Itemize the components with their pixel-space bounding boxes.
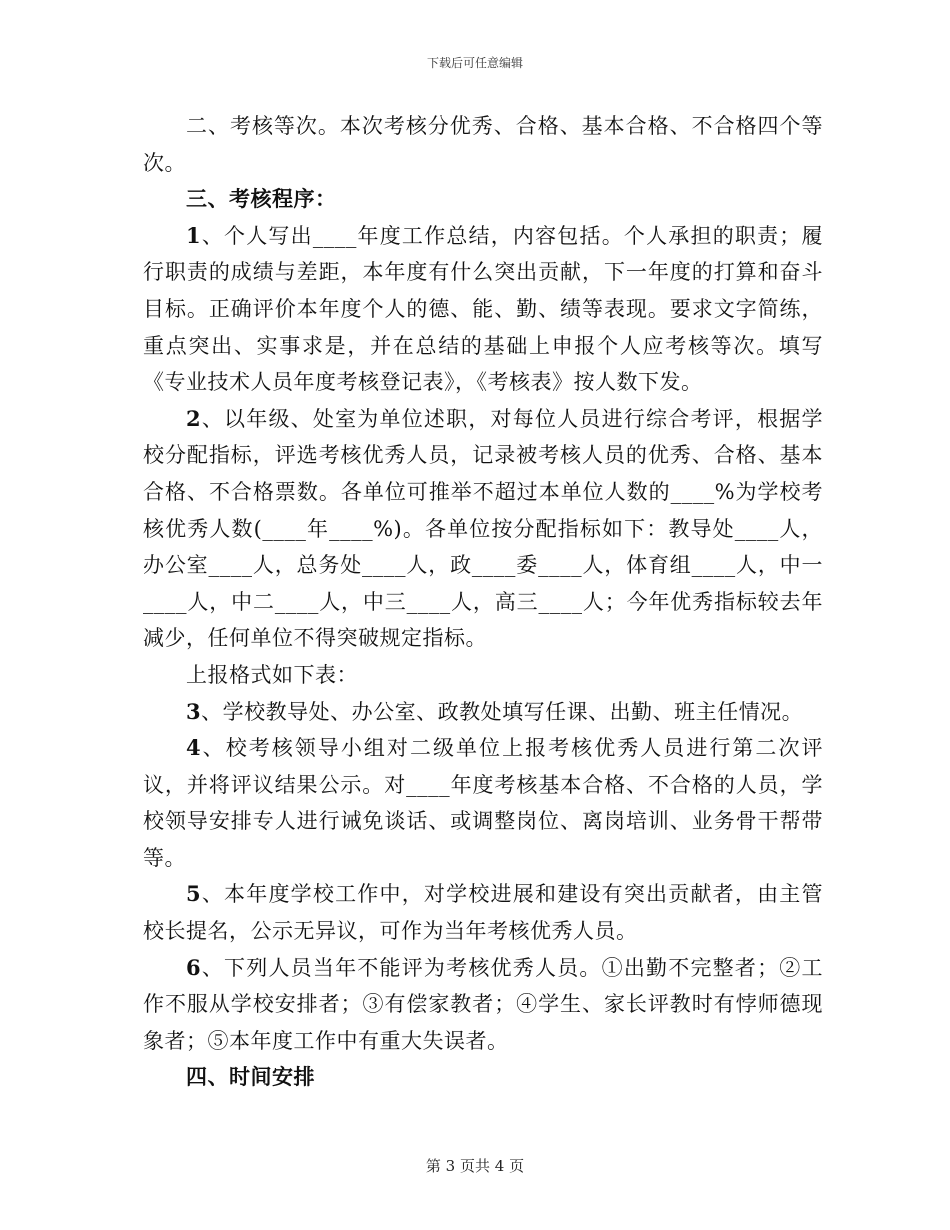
paragraph-grading-levels [143,108,823,181]
paragraph-text: 上报格式如下表： [186,662,358,687]
paragraph-text: 、下列人员当年不能评为考核优秀人员。①出勤不完整者；②工作不服从学校安排者；③有偿家教者；④学生、家长评教时有悖师德现象者；⑤本年度工作中有重大失误者。 [143,955,823,1053]
paragraph-text: 、校考核领导小组对二级单位上报考核优秀人员进行第二次评议，并将评议结果公示。对____年度考核基本合格、不合格的人员，学校领导安排专人进行诫免谈话、或调整岗位、离岗培训、业务骨干帮带等。 [143,736,823,870]
paragraph-item-5 [143,876,823,949]
item-number: 6 [186,954,202,980]
item-number: 4 [186,735,202,761]
heading-text: 四、时间安排 [186,1064,315,1090]
paragraph-item-1 [143,218,823,401]
paragraph-text: 二、考核等次。本次考核分优秀、合格、基本合格、不合格四个等次。 [143,114,823,175]
section-heading-procedure [143,181,823,218]
item-number: 2 [186,405,202,431]
page-number: 第 3 页共 4 页 [425,1157,525,1175]
paragraph-text: 、学校教导处、办公室、政教处填写任课、出勤、班主任情况。 [201,699,804,724]
item-number: 5 [186,881,202,907]
paragraph-item-6 [143,950,823,1060]
item-number: 1 [186,222,202,248]
paragraph-text: 、个人写出____年度工作总结，内容包括。个人承担的职责；履行职责的成绩与差距，本年度有什么突出贡献，下一年度的打算和奋斗目标。正确评价本年度个人的德、能、勤、绩等表现。要求文字简练，重点突出、实事求是，并在总结的基础上申报个人应考核等次。填写《专业技术人员年度考核登记表》，《考核表》按人数下发。 [143,223,823,395]
page-header-note: 下载后可任意编辑 [426,56,523,70]
paragraph-item-2 [143,401,823,657]
section-heading-schedule [143,1059,823,1096]
heading-text: 三、考核程序： [186,186,337,212]
paragraph-item-4 [143,730,823,876]
item-number: 3 [186,698,202,724]
paragraph-text: 、本年度学校工作中，对学校进展和建设有突出贡献者，由主管校长提名，公示无异议，可作为当年考核优秀人员。 [143,882,823,944]
document-body [143,108,823,1096]
paragraph-item-3 [143,694,823,731]
paragraph-text: 、以年级、处室为单位述职，对每位人员进行综合考评，根据学校分配指标，评选考核优秀人员，记录被考核人员的优秀、合格、基本合格、不合格票数。各单位可推举不超过本单位人数的____%为学校考核优秀人数(____年____%)。各单位按分配指标如下：教导处____人，办公室____人，总务处____人，政____委____人，体育组____人，中一____人，中二____人，中三____人，高三____人；今年优秀指标较去年减少，任何单位不得突破规定指标。 [143,406,823,651]
paragraph-report-format [143,657,823,694]
